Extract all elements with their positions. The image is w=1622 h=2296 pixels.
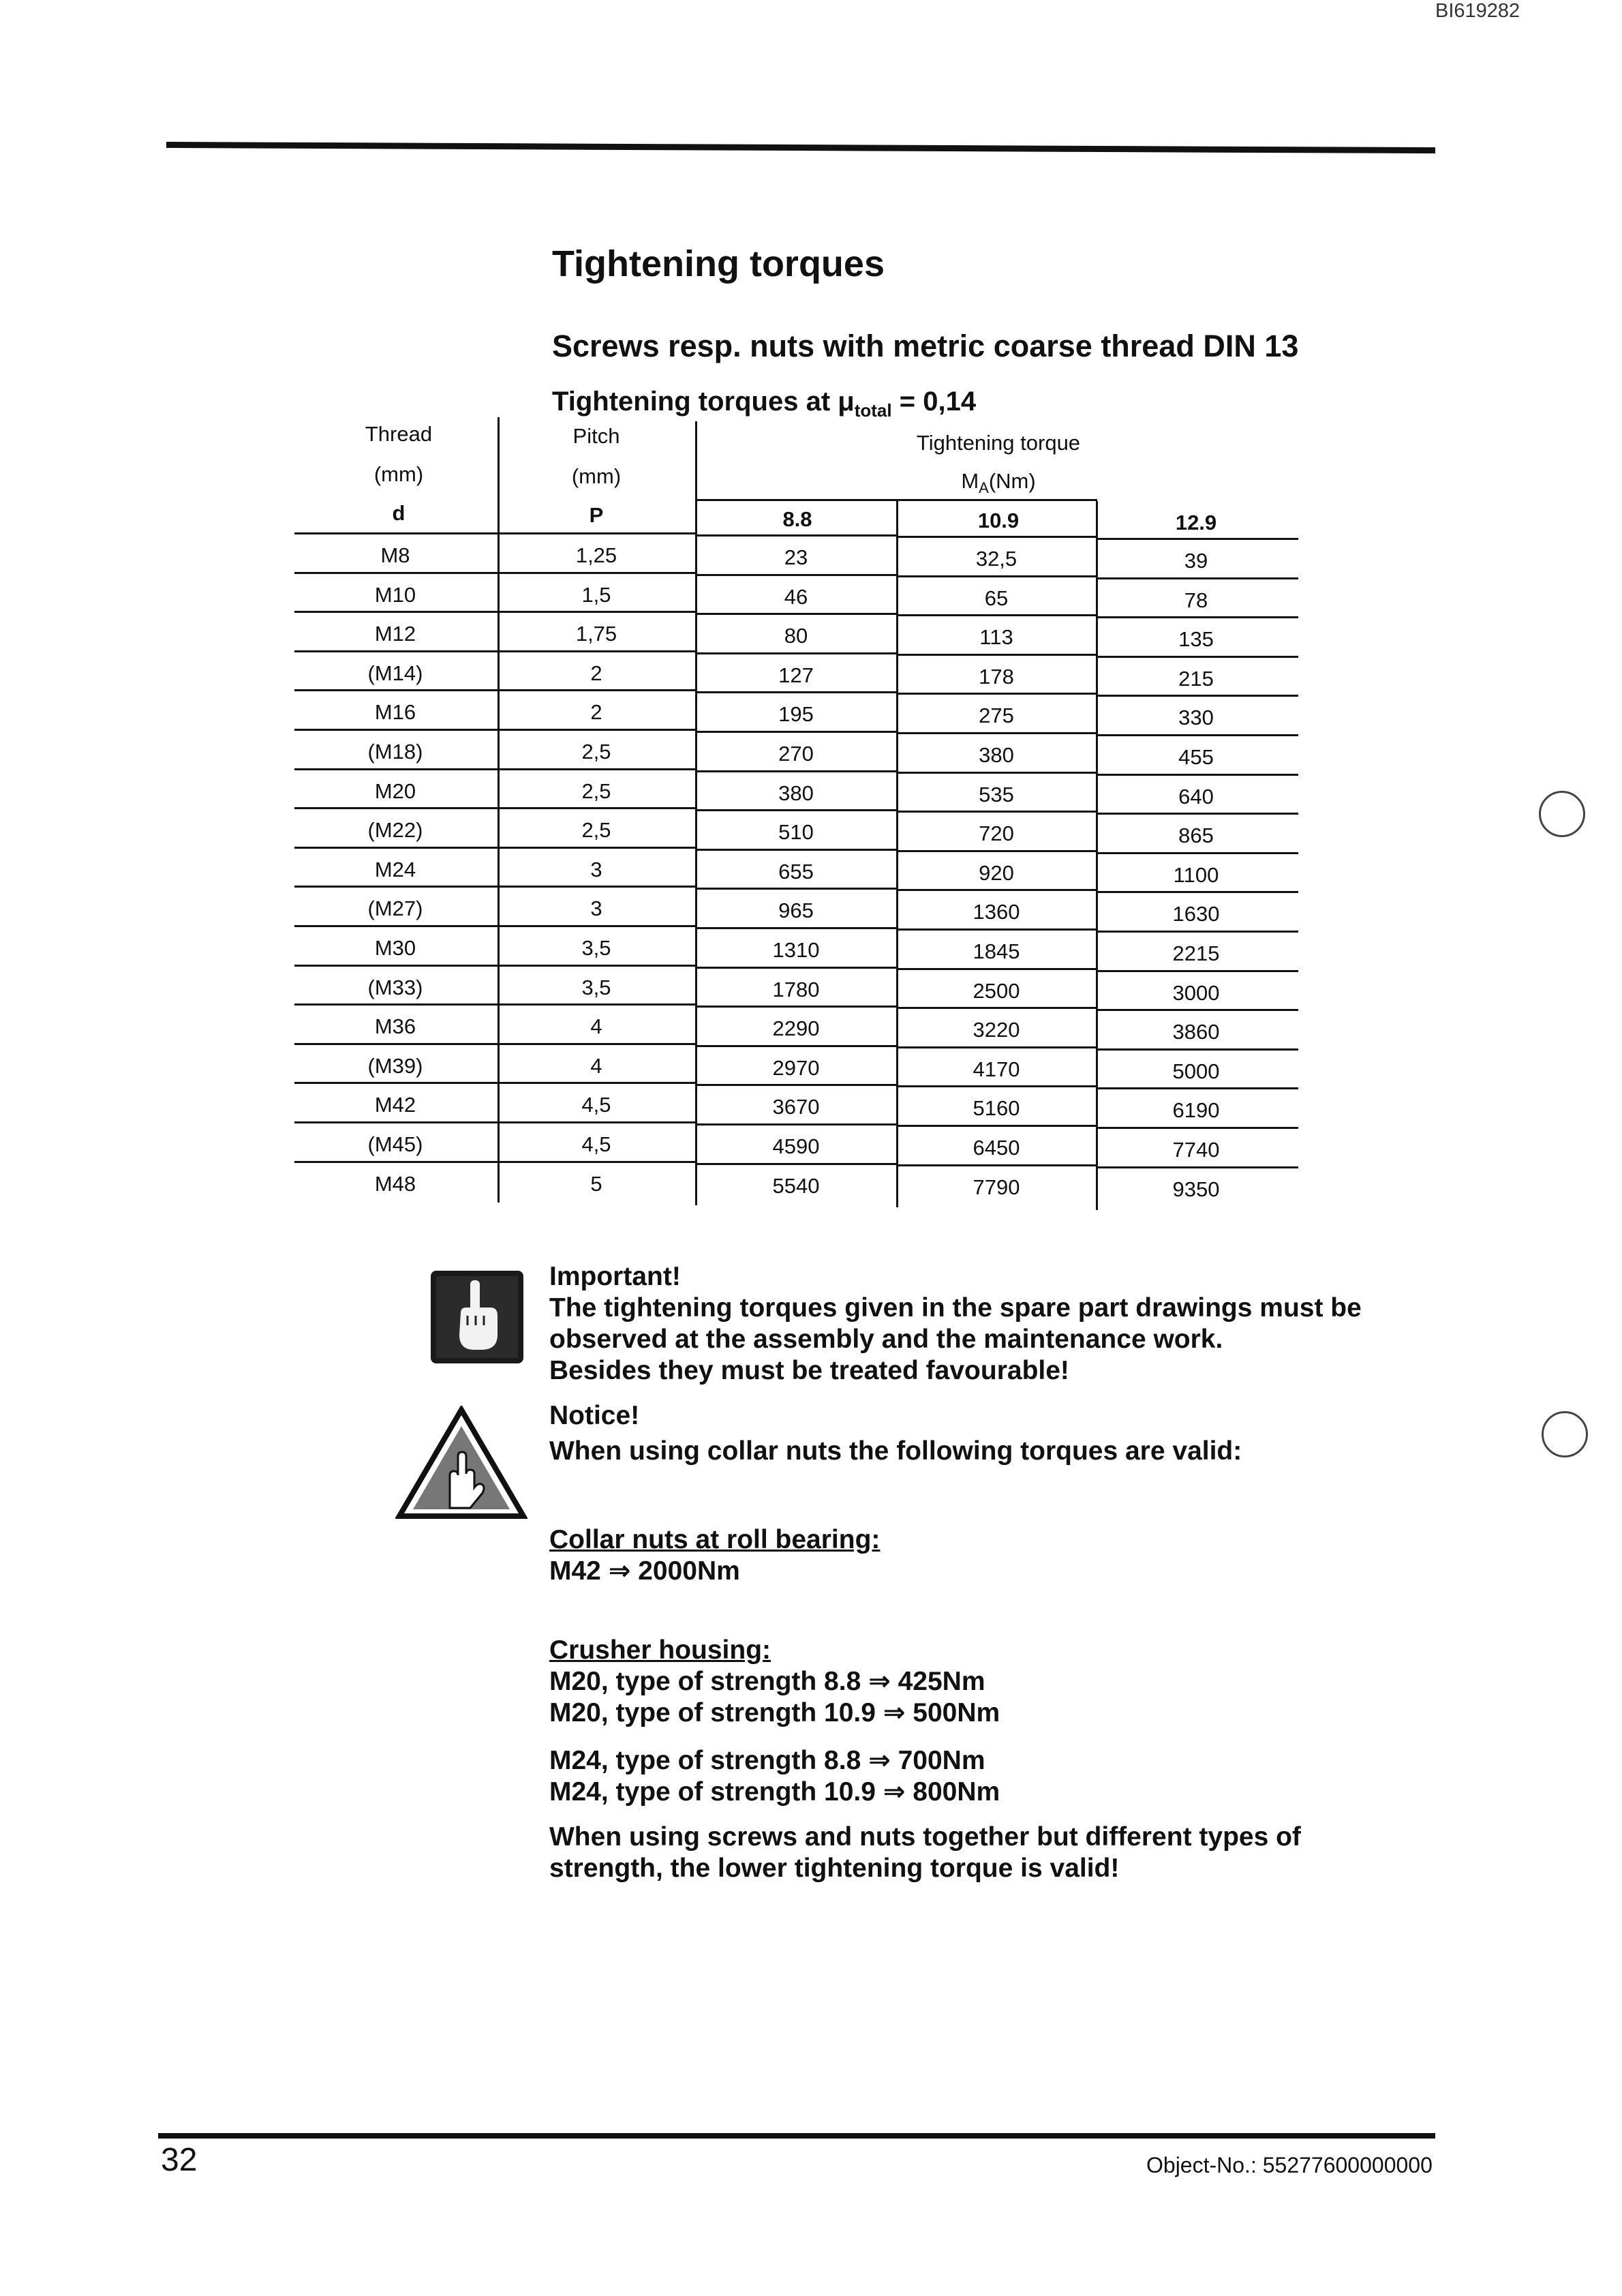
pitch-header-3: P bbox=[589, 503, 604, 527]
table-cell: 3 bbox=[590, 896, 602, 921]
table-cell: 4 bbox=[590, 1014, 602, 1039]
table-cell: 135 bbox=[1178, 627, 1214, 652]
row-divider bbox=[294, 650, 498, 652]
table-cell: M42 bbox=[374, 1093, 416, 1117]
table-cell: 78 bbox=[1184, 588, 1208, 612]
torque-unit-main: M bbox=[961, 469, 979, 493]
thread-header-3: d bbox=[392, 501, 406, 525]
row-divider bbox=[498, 768, 695, 770]
table-cell: M8 bbox=[380, 543, 410, 567]
table-cell: 535 bbox=[979, 782, 1014, 806]
table-cell: 23 bbox=[784, 545, 808, 569]
important-line-2: observed at the assembly and the maintenance work. bbox=[549, 1325, 1223, 1354]
table-cell: 1,75 bbox=[575, 622, 617, 646]
table-cell: 3,5 bbox=[581, 975, 611, 999]
row-divider bbox=[294, 1003, 498, 1006]
table-cell: 865 bbox=[1178, 824, 1214, 848]
table-cell: 965 bbox=[778, 898, 814, 923]
table-cell: 640 bbox=[1178, 784, 1214, 809]
table-cell: 215 bbox=[1178, 666, 1214, 691]
grade-10-9-header: 10.9 bbox=[977, 509, 1020, 532]
row-divider bbox=[695, 1006, 896, 1008]
row-divider bbox=[896, 732, 1096, 734]
row-divider bbox=[498, 1082, 695, 1084]
table-cell: 4,5 bbox=[581, 1093, 611, 1117]
row-divider bbox=[896, 654, 1096, 656]
row-divider bbox=[695, 809, 896, 811]
table-cell: 3860 bbox=[1172, 1020, 1220, 1044]
table-cell: 5 bbox=[590, 1171, 602, 1196]
table-cell: 1100 bbox=[1173, 862, 1219, 887]
page-number: 32 bbox=[161, 2142, 198, 2178]
row-divider bbox=[1096, 656, 1298, 658]
row-divider bbox=[294, 729, 498, 731]
row-divider bbox=[896, 575, 1096, 577]
table-cell: 3000 bbox=[1172, 980, 1220, 1005]
row-divider bbox=[1096, 852, 1298, 854]
table-cell: 2,5 bbox=[581, 818, 611, 843]
torque-header: Tightening torque bbox=[916, 431, 1081, 455]
row-divider bbox=[498, 532, 695, 534]
table-cell: 3,5 bbox=[581, 936, 611, 960]
page-subtitle: Screws resp. nuts with metric coarse thread DIN 13 bbox=[552, 329, 1299, 363]
row-divider bbox=[294, 925, 498, 927]
table-cell: 113 bbox=[979, 625, 1013, 650]
row-divider bbox=[896, 968, 1096, 970]
table-cell: 9350 bbox=[1172, 1177, 1220, 1201]
table-cell: 7790 bbox=[973, 1175, 1020, 1199]
table-cell: M36 bbox=[374, 1014, 416, 1039]
row-divider bbox=[294, 532, 498, 534]
table-cell: (M18) bbox=[367, 740, 423, 764]
table-cell: 2970 bbox=[772, 1055, 820, 1080]
row-divider bbox=[896, 850, 1096, 852]
table-cell: 46 bbox=[784, 584, 808, 609]
row-divider bbox=[896, 614, 1096, 616]
crusher-heading: Crusher housing: bbox=[549, 1635, 771, 1665]
table-cell: 7740 bbox=[1172, 1138, 1220, 1162]
table-cell: 5160 bbox=[973, 1096, 1020, 1121]
table-cell: 720 bbox=[979, 821, 1014, 846]
header-divider bbox=[695, 499, 1097, 501]
table-cell: 270 bbox=[778, 742, 814, 766]
row-divider bbox=[294, 689, 498, 691]
table-cell: M10 bbox=[374, 582, 416, 607]
row-divider bbox=[498, 1121, 695, 1123]
row-divider bbox=[1096, 577, 1298, 579]
table-cell: 1630 bbox=[1172, 902, 1220, 926]
crusher-line-2: M20, type of strength 10.9 ⇒ 500Nm bbox=[549, 1698, 1000, 1727]
table-cell: 5540 bbox=[772, 1173, 820, 1198]
friction-note-suffix: = 0,14 bbox=[891, 387, 977, 417]
document-id: BI619282 bbox=[1435, 0, 1520, 22]
row-divider bbox=[294, 572, 498, 574]
grade-12-9-header: 12.9 bbox=[1175, 511, 1217, 534]
row-divider bbox=[1096, 734, 1298, 736]
row-divider bbox=[695, 652, 896, 654]
table-cell: 275 bbox=[979, 704, 1014, 728]
row-divider bbox=[1096, 538, 1298, 540]
table-cell: 2,5 bbox=[581, 740, 611, 764]
row-divider bbox=[1096, 1087, 1298, 1089]
table-cell: 127 bbox=[778, 663, 814, 687]
row-divider bbox=[498, 689, 695, 691]
row-divider bbox=[498, 729, 695, 731]
table-cell: 655 bbox=[778, 859, 814, 883]
row-divider bbox=[896, 772, 1096, 774]
crusher-line-1: M20, type of strength 8.8 ⇒ 425Nm bbox=[549, 1667, 985, 1696]
collar-heading: Collar nuts at roll bearing: bbox=[549, 1525, 881, 1554]
table-cell: 32,5 bbox=[975, 547, 1017, 571]
friction-note-prefix: Tightening torques at μ bbox=[552, 387, 855, 417]
table-cell: 39 bbox=[1184, 549, 1208, 573]
table-cell: M24 bbox=[374, 857, 416, 881]
row-divider bbox=[294, 1161, 498, 1163]
row-divider bbox=[294, 965, 498, 967]
row-divider bbox=[695, 927, 896, 929]
warning-hand-icon bbox=[395, 1406, 527, 1520]
table-cell: 455 bbox=[1178, 745, 1214, 769]
table-cell: M20 bbox=[374, 779, 416, 803]
row-divider bbox=[498, 807, 695, 809]
torque-unit-tail: (Nm) bbox=[988, 469, 1036, 493]
table-cell: 920 bbox=[979, 860, 1014, 885]
table-cell: 1360 bbox=[973, 900, 1020, 924]
binder-hole-bottom bbox=[1542, 1411, 1588, 1457]
row-divider bbox=[896, 889, 1096, 891]
row-divider bbox=[695, 770, 896, 772]
row-divider bbox=[1096, 616, 1298, 618]
table-cell: (M27) bbox=[367, 896, 423, 921]
row-divider bbox=[498, 1003, 695, 1006]
row-divider bbox=[1096, 774, 1298, 776]
table-cell: (M39) bbox=[367, 1053, 423, 1078]
row-divider bbox=[1096, 970, 1298, 972]
pointing-hand-icon bbox=[428, 1268, 526, 1366]
table-cell: 1,5 bbox=[581, 582, 611, 607]
binder-hole-top bbox=[1539, 791, 1585, 837]
torque-unit-sub: A bbox=[979, 479, 989, 497]
row-divider bbox=[498, 650, 695, 652]
table-cell: M16 bbox=[374, 700, 416, 725]
row-divider bbox=[1096, 931, 1298, 933]
table-cell: 4,5 bbox=[581, 1132, 611, 1156]
col-divider-3 bbox=[896, 501, 898, 1207]
notice-heading: Notice! bbox=[549, 1401, 640, 1430]
table-cell: 330 bbox=[1178, 706, 1214, 730]
row-divider bbox=[294, 1082, 498, 1084]
row-divider bbox=[1096, 891, 1298, 893]
table-cell: 1,25 bbox=[575, 543, 617, 567]
grade-8-8-header: 8.8 bbox=[782, 507, 812, 531]
col-divider-1 bbox=[498, 417, 500, 1203]
notice-line-1: When using collar nuts the following torques are valid: bbox=[549, 1436, 1242, 1466]
important-line-1: The tightening torques given in the spare part drawings must be bbox=[549, 1293, 1362, 1323]
pitch-header-1: Pitch bbox=[572, 424, 620, 448]
bottom-divider bbox=[158, 2133, 1435, 2139]
row-divider bbox=[695, 967, 896, 969]
table-cell: 178 bbox=[979, 664, 1014, 689]
table-cell: 2500 bbox=[973, 978, 1020, 1003]
row-divider bbox=[896, 1164, 1096, 1166]
crusher-line-3: M24, type of strength 8.8 ⇒ 700Nm bbox=[549, 1746, 985, 1775]
table-cell: (M45) bbox=[367, 1132, 423, 1156]
row-divider bbox=[498, 572, 695, 574]
table-cell: 5000 bbox=[1172, 1059, 1220, 1083]
pitch-header-2: (mm) bbox=[571, 464, 622, 488]
row-divider bbox=[695, 1163, 896, 1165]
row-divider bbox=[1096, 695, 1298, 697]
table-cell: 195 bbox=[778, 702, 814, 727]
table-cell: M48 bbox=[374, 1171, 416, 1196]
row-divider bbox=[695, 691, 896, 693]
row-divider bbox=[695, 731, 896, 733]
table-cell: 3220 bbox=[973, 1018, 1020, 1042]
table-cell: 6190 bbox=[1172, 1098, 1220, 1123]
torque-unit bbox=[900, 468, 1097, 495]
table-cell: (M14) bbox=[367, 661, 423, 685]
crusher-closing-2: strength, the lower tightening torque is valid! bbox=[549, 1854, 1120, 1883]
table-cell: 4590 bbox=[772, 1134, 820, 1158]
table-cell: M30 bbox=[374, 936, 416, 960]
row-divider bbox=[498, 1043, 695, 1045]
table-cell: 65 bbox=[984, 586, 1009, 610]
table-cell: 4170 bbox=[973, 1057, 1020, 1081]
notice-note bbox=[549, 1400, 1242, 1467]
row-divider bbox=[498, 965, 695, 967]
row-divider bbox=[1096, 1048, 1298, 1051]
row-divider bbox=[1096, 813, 1298, 815]
row-divider bbox=[896, 1007, 1096, 1009]
row-divider bbox=[294, 1043, 498, 1045]
row-divider bbox=[896, 1046, 1096, 1048]
row-divider bbox=[695, 849, 896, 851]
crusher-closing-1: When using screws and nuts together but different types of bbox=[549, 1822, 1301, 1852]
row-divider bbox=[498, 925, 695, 927]
collar-value: M42 ⇒ 2000Nm bbox=[549, 1556, 740, 1586]
row-divider bbox=[498, 886, 695, 888]
crusher-line-4: M24, type of strength 10.9 ⇒ 800Nm bbox=[549, 1777, 1000, 1807]
row-divider bbox=[695, 574, 896, 576]
table-cell: 2 bbox=[590, 700, 602, 725]
row-divider bbox=[498, 847, 695, 849]
table-cell: 510 bbox=[778, 820, 814, 845]
table-cell: 3670 bbox=[772, 1095, 820, 1119]
thread-header-2: (mm) bbox=[373, 462, 424, 486]
row-divider bbox=[498, 1161, 695, 1163]
table-cell: M12 bbox=[374, 622, 416, 646]
row-divider bbox=[294, 807, 498, 809]
row-divider bbox=[896, 1125, 1096, 1127]
row-divider bbox=[896, 1085, 1096, 1087]
row-divider bbox=[896, 811, 1096, 813]
row-divider bbox=[896, 693, 1096, 695]
row-divider bbox=[695, 1045, 896, 1047]
row-divider bbox=[695, 888, 896, 890]
table-cell: 2215 bbox=[1172, 941, 1220, 965]
table-cell: 80 bbox=[784, 624, 808, 648]
friction-note-sub: total bbox=[854, 400, 892, 421]
row-divider bbox=[294, 1121, 498, 1123]
thread-header-1: Thread bbox=[365, 422, 433, 446]
row-divider bbox=[695, 534, 896, 537]
row-divider bbox=[294, 768, 498, 770]
row-divider bbox=[1096, 1009, 1298, 1011]
row-divider bbox=[896, 928, 1096, 931]
col-divider-2 bbox=[695, 421, 697, 1205]
table-cell: 6450 bbox=[973, 1136, 1020, 1160]
table-cell: 1780 bbox=[772, 977, 820, 1001]
row-divider bbox=[896, 536, 1096, 538]
table-cell: 4 bbox=[590, 1053, 602, 1078]
table-cell: 1845 bbox=[973, 939, 1020, 963]
table-cell: (M33) bbox=[367, 975, 423, 999]
table-cell: 380 bbox=[778, 781, 814, 805]
row-divider bbox=[1096, 1127, 1298, 1129]
row-divider bbox=[695, 1084, 896, 1086]
row-divider bbox=[294, 886, 498, 888]
collar-section bbox=[549, 1524, 880, 1587]
crusher-section bbox=[549, 1635, 1301, 1884]
row-divider bbox=[1096, 1166, 1298, 1168]
important-heading: Important! bbox=[549, 1262, 681, 1291]
table-cell: 1310 bbox=[772, 938, 820, 962]
row-divider bbox=[498, 611, 695, 613]
row-divider bbox=[294, 611, 498, 613]
table-cell: 2 bbox=[590, 661, 602, 685]
row-divider bbox=[294, 847, 498, 849]
table-cell: 2,5 bbox=[581, 779, 611, 803]
row-divider bbox=[695, 613, 896, 615]
important-note bbox=[549, 1261, 1362, 1387]
table-cell: 2290 bbox=[772, 1016, 820, 1041]
table-cell: 380 bbox=[979, 743, 1014, 767]
object-number: Object-No.: 55277600000000 bbox=[1146, 2153, 1433, 2177]
col-divider-4 bbox=[1096, 501, 1098, 1210]
page-title: Tightening torques bbox=[552, 243, 885, 284]
table-cell: (M22) bbox=[367, 818, 423, 843]
table-cell: 3 bbox=[590, 857, 602, 881]
important-line-3: Besides they must be treated favourable! bbox=[549, 1356, 1069, 1385]
row-divider bbox=[695, 1123, 896, 1126]
